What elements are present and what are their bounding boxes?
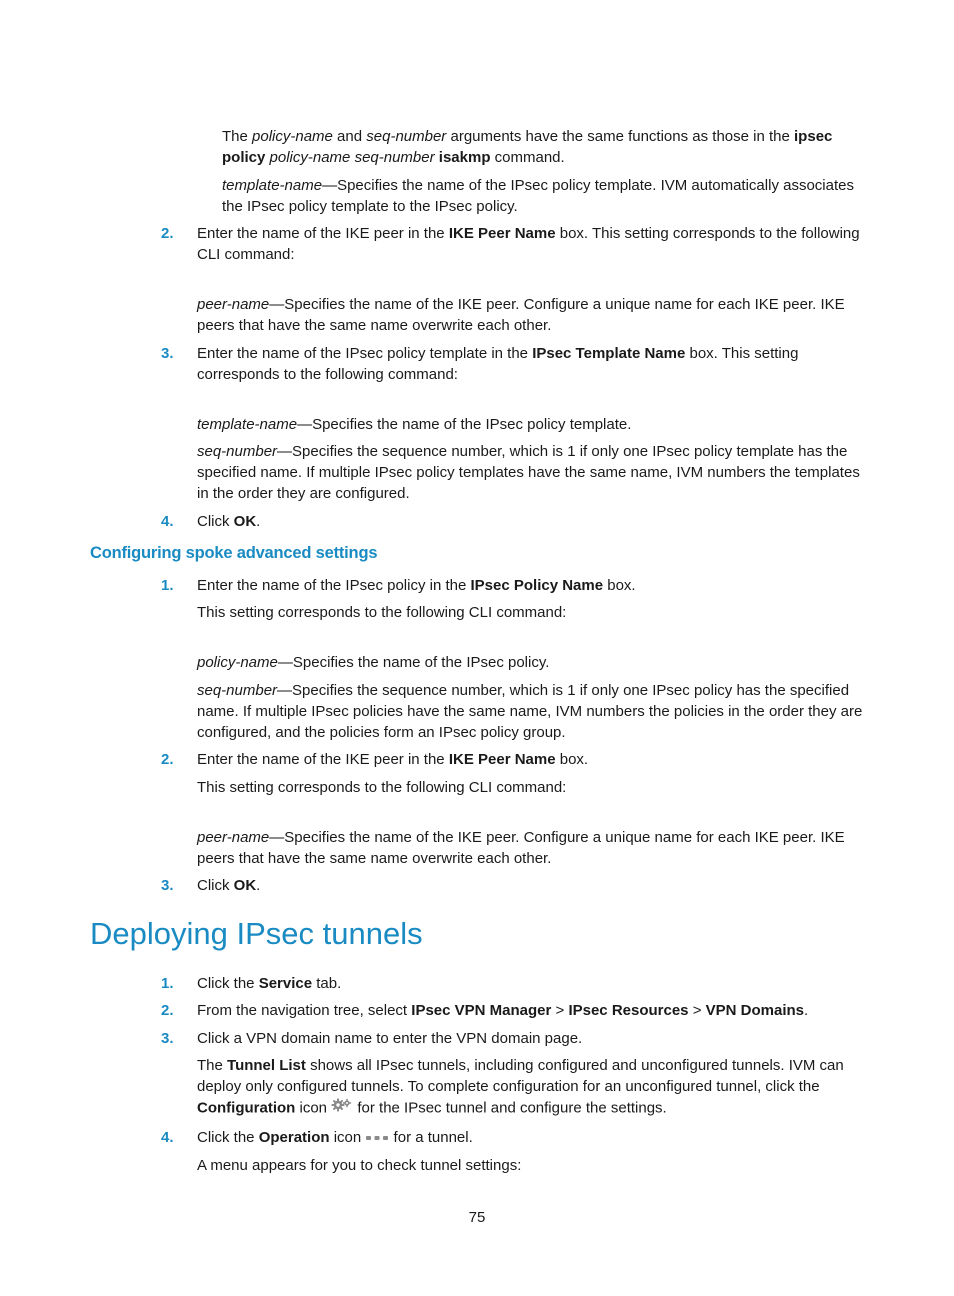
gear-icon <box>331 1097 353 1120</box>
step-number: 1. <box>161 975 174 992</box>
seq-number-description: seq-number—Specifies the sequence number, which is 1 if only one IPsec policy has the specified name. If multiple IPsec policies have the same name, IVM numbers the policies in the order they are configured, and the policies form an IPsec policy group. <box>197 682 863 741</box>
page-number: 75 <box>468 1209 486 1226</box>
peer-name-description: peer-name—Specifies the name of the IKE peer. Configure a unique name for each IKE peer. IKE peers that have the same name overwrite each other. <box>197 829 845 867</box>
step-number: 4. <box>161 513 174 530</box>
spoke-step-3-text: Click OK. <box>197 877 261 894</box>
cli-note: This setting corresponds to the following CLI command: <box>197 779 567 796</box>
template-name-description: template-name—Specifies the name of the IPsec policy template. <box>197 416 632 433</box>
step-number: 2. <box>161 751 174 768</box>
step-number: 1. <box>161 577 174 594</box>
step-number: 3. <box>161 1030 174 1047</box>
peer-name-description: peer-name—Specifies the name of the IKE peer. Configure a unique name for each IKE peer. IKE peers that have the same name overwrite each other. <box>197 296 845 334</box>
intro-paragraph-1: The policy-name and seq-number arguments have the same functions as those in the ipsec policy policy-name seq-number isakmp command. <box>222 128 833 166</box>
deploy-step-1-text: Click the Service tab. <box>197 975 342 992</box>
cli-note: This setting corresponds to the following CLI command: <box>197 604 567 621</box>
step-2-text: Enter the name of the IKE peer in the IKE Peer Name box. This setting corresponds to the following CLI command: <box>197 225 860 263</box>
deploy-step-4-text: Click the Operation icon for a tunnel. <box>197 1127 865 1149</box>
dots-icon <box>365 1128 389 1149</box>
chapter-heading: Deploying IPsec tunnels <box>90 916 423 951</box>
intro-paragraph-2: template-name—Specifies the name of the IPsec policy template. IVM automatically associates the IPsec policy template to the IPsec policy. <box>222 177 854 215</box>
section-heading: Configuring spoke advanced settings <box>90 544 378 562</box>
step-number: 2. <box>161 1002 174 1019</box>
deploy-step-3-text: Click a VPN domain name to enter the VPN domain page. <box>197 1030 583 1047</box>
step-number: 4. <box>161 1129 174 1146</box>
step-3-text: Enter the name of the IPsec policy template in the IPsec Template Name box. This setting corresponds to the following command: <box>197 345 799 383</box>
tunnel-list-paragraph: The Tunnel List shows all IPsec tunnels, including configured and unconfigured tunnels. IVM can deploy only configured tunnels. To complete configuration for an unconfigured tunnel, click the Configuration icon for the IPsec tunnel and configure the settings. <box>197 1055 865 1120</box>
policy-name-description: policy-name—Specifies the name of the IPsec policy. <box>197 654 550 671</box>
step-number: 3. <box>161 877 174 894</box>
spoke-step-2-text: Enter the name of the IKE peer in the IKE Peer Name box. <box>197 751 589 768</box>
step-number: 2. <box>161 225 174 242</box>
step-4-text: Click OK. <box>197 513 261 530</box>
menu-note: A menu appears for you to check tunnel settings: <box>197 1157 522 1174</box>
step-number: 3. <box>161 345 174 362</box>
spoke-step-1-text: Enter the name of the IPsec policy in the IPsec Policy Name box. <box>197 577 636 594</box>
deploy-step-2-text: From the navigation tree, select IPsec VPN Manager > IPsec Resources > VPN Domains. <box>197 1002 809 1019</box>
seq-number-description: seq-number—Specifies the sequence number, which is 1 if only one IPsec policy template has the specified name. If multiple IPsec policy templates have the same name, IVM numbers the templates in the order they are configured. <box>197 443 860 502</box>
